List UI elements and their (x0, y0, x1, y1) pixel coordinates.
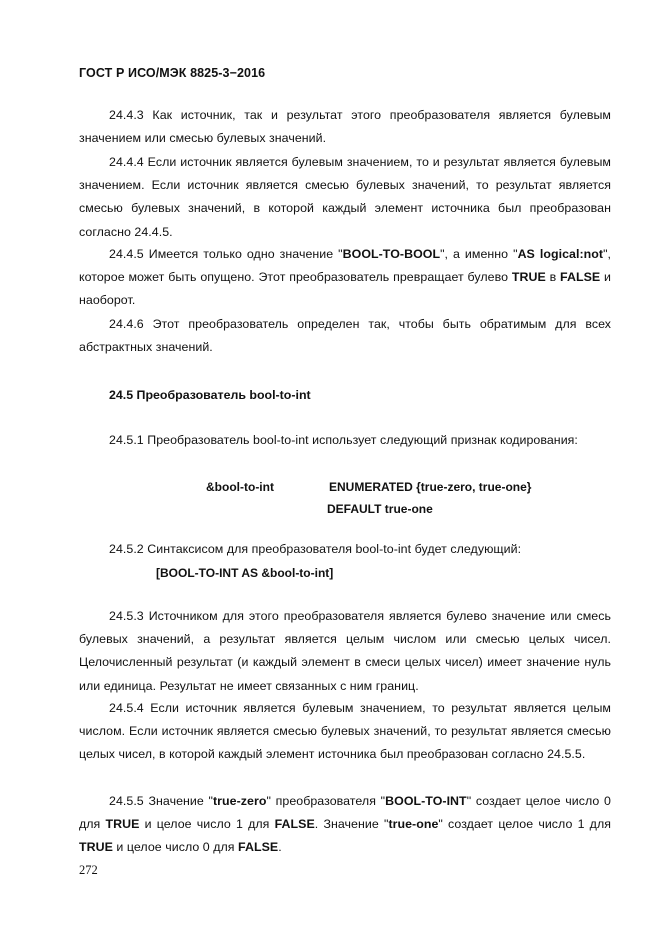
bold-term: FALSE (560, 270, 601, 285)
page-number: 272 (79, 863, 98, 877)
code-syntax: [BOOL-TO-INT AS &bool-to-int] (156, 566, 334, 580)
bold-term: TRUE (511, 270, 546, 285)
text: и наоборот. (79, 270, 611, 308)
paragraph-24-5-3: 24.5.3 Источником для этого преобразователя является булево значение или смесь булевых значений, а результат является целым числом или смесью целых чисел. Целочисленный результат (и каждый элемент в смеси целых чисел) имеет значение нуль или единица. Результат не имеет связанных с ним границ. (79, 609, 611, 693)
bold-term: TRUE (105, 817, 140, 832)
paragraph-24-4-4: 24.4.4 Если источник является булевым значением, то и результат является булевым значением. Если источник является смесью булевых значений, то результат является смесью булевых значений, в которой каждый элемент источника был преобразован согласно 24.4.5. (79, 155, 611, 239)
code-encoding-default: DEFAULT true-one (327, 502, 433, 516)
paragraph-24-4-5 (79, 243, 611, 313)
text: 24.5.5 Значение " (109, 794, 213, 808)
bold-term: FALSE (238, 840, 279, 855)
paragraph-24-5-1: 24.5.1 Преобразователь bool-to-int использует следующий признак кодирования: (109, 433, 578, 447)
section-heading: 24.5 Преобразователь bool-to-int (109, 388, 311, 402)
bold-term: BOOL-TO-BOOL (342, 247, 441, 261)
text: . Значение " (314, 817, 389, 832)
text: 24.4.5 Имеется только одно значение " (109, 247, 343, 261)
text: . (278, 840, 282, 855)
bold-term: BOOL-TO-INT (385, 794, 467, 808)
code-encoding-type: ENUMERATED {true-zero, true-one} (329, 480, 532, 494)
text: " создает целое число 0 для (79, 794, 612, 832)
code-encoding-name: &bool-to-int (206, 480, 274, 494)
bold-term: true-one (388, 817, 439, 832)
bold-term: true-zero (213, 794, 267, 808)
text: ", которое может быть опущено. Этот преобразователь превращает булево (79, 247, 612, 285)
bold-term: FALSE (274, 817, 315, 832)
paragraph-24-5-4: 24.5.4 Если источник является булевым значением, то результат является целым числом. Если источник является смесью булевых значений, то результат является смесью целых чисел, в которой каждый элемент источника был преобразован согласно 24.5.5. (79, 701, 611, 762)
text: и целое число 0 для (112, 840, 239, 855)
text: " создает целое число 1 для (438, 817, 612, 832)
paragraph-24-5-5 (79, 790, 611, 860)
document-header: ГОСТ Р ИСО/МЭК 8825-3−2016 (79, 66, 266, 80)
bold-term: AS logical:not (517, 247, 604, 261)
paragraph-24-4-3: 24.4.3 Как источник, так и результат этого преобразователя является булевым значением или смесью булевых значений. (79, 108, 611, 146)
text: " преобразователя " (266, 794, 386, 808)
text: в (545, 270, 561, 285)
paragraph-24-4-6: 24.4.6 Этот преобразователь определен так, чтобы быть обратимым для всех абстрактных значений. (79, 317, 611, 355)
text: ", а именно " (440, 247, 518, 261)
bold-term: TRUE (79, 840, 113, 855)
paragraph-24-5-2: 24.5.2 Синтаксисом для преобразователя bool-to-int будет следующий: (109, 542, 522, 556)
text: и целое число 1 для (139, 817, 275, 832)
